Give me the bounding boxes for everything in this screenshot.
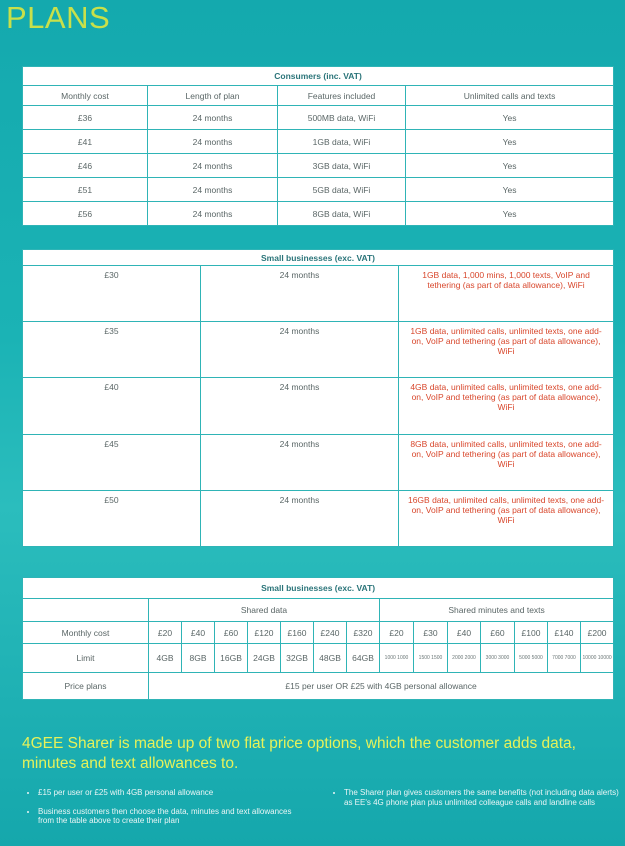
- table-cell: £50: [23, 490, 201, 546]
- data-limit-cell: 4GB: [149, 643, 182, 672]
- table-cell: 5GB data, WiFi: [278, 178, 406, 202]
- bullet-item: • The Sharer plan gives customers the same benefits (not including data alerts) as EE's 4G phone plan plus unlimited colleague calls and landline calls: [344, 788, 622, 807]
- table-cell: £40: [23, 378, 201, 434]
- table-row: [23, 434, 614, 490]
- table-cell: 16GB data, unlimited calls, unlimited texts, one add-on, VoIP and tethering (as part of data allowance), WiFi: [399, 490, 614, 546]
- limit-label: Limit: [23, 643, 149, 672]
- consumers-table: [22, 66, 613, 226]
- data-limit-cell: 48GB: [314, 643, 347, 672]
- table-cell: Yes: [406, 202, 614, 226]
- table-row: [23, 266, 614, 322]
- minutes-limit-cell: 5000 5000: [515, 643, 548, 672]
- table-cell: 24 months: [148, 178, 278, 202]
- table-cell: 24 months: [148, 154, 278, 178]
- table-cell: 1GB data, unlimited calls, unlimited texts, one add-on, VoIP and tethering (as part of data allowance), WiFi: [399, 322, 614, 378]
- table-row: [23, 322, 614, 378]
- minutes-cost-cell: £60: [481, 622, 515, 644]
- small-business-heading: Small businesses (exc. VAT): [23, 250, 614, 266]
- table-cell: 24 months: [201, 490, 399, 546]
- minutes-cost-cell: £140: [548, 622, 581, 644]
- sharer-heading: Small businesses (exc. VAT): [23, 578, 614, 599]
- data-cost-cell: £240: [314, 622, 347, 644]
- data-limit-cell: 24GB: [248, 643, 281, 672]
- shared-data-header: Shared data: [149, 598, 380, 622]
- shared-minutes-header: Shared minutes and texts: [380, 598, 614, 622]
- table-cell: 4GB data, unlimited calls, unlimited texts, one add-on, VoIP and tethering (as part of data allowance), WiFi: [399, 378, 614, 434]
- small-business-table: [22, 249, 613, 547]
- table-cell: 8GB data, unlimited calls, unlimited texts, one add-on, VoIP and tethering (as part of data allowance), WiFi: [399, 434, 614, 490]
- table-cell: 24 months: [148, 202, 278, 226]
- table-row: [23, 378, 614, 434]
- column-header: Features included: [278, 86, 406, 106]
- table-cell: £35: [23, 322, 201, 378]
- table-cell: 24 months: [148, 130, 278, 154]
- table-cell: Yes: [406, 154, 614, 178]
- data-cost-cell: £320: [347, 622, 380, 644]
- data-limit-cell: 16GB: [215, 643, 248, 672]
- table-row: [23, 130, 614, 154]
- monthly-cost-label: Monthly cost: [23, 622, 149, 644]
- consumers-heading: Consumers (inc. VAT): [23, 67, 614, 86]
- data-cost-cell: £120: [248, 622, 281, 644]
- table-row: [23, 178, 614, 202]
- data-limit-cell: 64GB: [347, 643, 380, 672]
- minutes-cost-cell: £20: [380, 622, 414, 644]
- minutes-limit-cell: 2000 2000: [448, 643, 481, 672]
- table-cell: 24 months: [148, 106, 278, 130]
- table-cell: £36: [23, 106, 148, 130]
- table-row: [23, 490, 614, 546]
- table-cell: £45: [23, 434, 201, 490]
- data-cost-cell: £40: [182, 622, 215, 644]
- table-cell: 1GB data, 1,000 mins, 1,000 texts, VoIP and tethering (as part of data allowance), WiFi: [399, 266, 614, 322]
- minutes-limit-cell: 3000 3000: [481, 643, 515, 672]
- minutes-cost-cell: £30: [414, 622, 448, 644]
- bullet-item: • Business customers then choose the data, minutes and text allowances from the table above to create their plan: [38, 807, 306, 826]
- minutes-limit-cell: 7000 7000: [548, 643, 581, 672]
- table-row: [23, 106, 614, 130]
- column-header: Unlimited calls and texts: [406, 86, 614, 106]
- table-cell: Yes: [406, 130, 614, 154]
- table-cell: £56: [23, 202, 148, 226]
- data-cost-cell: £60: [215, 622, 248, 644]
- table-cell: £51: [23, 178, 148, 202]
- table-cell: 24 months: [201, 434, 399, 490]
- table-cell: £30: [23, 266, 201, 322]
- minutes-cost-cell: £100: [515, 622, 548, 644]
- empty-cell: [23, 598, 149, 622]
- table-cell: £41: [23, 130, 148, 154]
- bullets-right: [332, 788, 622, 816]
- table-cell: 24 months: [201, 378, 399, 434]
- sharer-description-heading: 4GEE Sharer is made up of two flat price options, which the customer adds data, minutes and text allowances to.: [22, 735, 576, 772]
- sharer-table: [22, 577, 613, 700]
- table-cell: 24 months: [201, 266, 399, 322]
- table-cell: Yes: [406, 178, 614, 202]
- data-cost-cell: £160: [281, 622, 314, 644]
- table-cell: 8GB data, WiFi: [278, 202, 406, 226]
- table-cell: 24 months: [201, 322, 399, 378]
- bullet-item: • £15 per user or £25 with 4GB personal allowance: [38, 788, 306, 798]
- minutes-cost-cell: £200: [581, 622, 614, 644]
- minutes-cost-cell: £40: [448, 622, 481, 644]
- table-cell: 1GB data, WiFi: [278, 130, 406, 154]
- data-cost-cell: £20: [149, 622, 182, 644]
- page-title: PLANS: [6, 0, 111, 35]
- bullets-left: [26, 788, 306, 835]
- table-row: [23, 202, 614, 226]
- data-limit-cell: 8GB: [182, 643, 215, 672]
- table-cell: £46: [23, 154, 148, 178]
- table-cell: Yes: [406, 106, 614, 130]
- table-row: [23, 154, 614, 178]
- minutes-limit-cell: 1500 1500: [414, 643, 448, 672]
- data-limit-cell: 32GB: [281, 643, 314, 672]
- table-cell: 3GB data, WiFi: [278, 154, 406, 178]
- table-cell: 500MB data, WiFi: [278, 106, 406, 130]
- column-header: Length of plan: [148, 86, 278, 106]
- minutes-limit-cell: 1000 1000: [380, 643, 414, 672]
- minutes-limit-cell: 10000 10000: [581, 643, 614, 672]
- price-plans-text: £15 per user OR £25 with 4GB personal allowance: [149, 672, 614, 699]
- column-header: Monthly cost: [23, 86, 148, 106]
- price-plans-label: Price plans: [23, 672, 149, 699]
